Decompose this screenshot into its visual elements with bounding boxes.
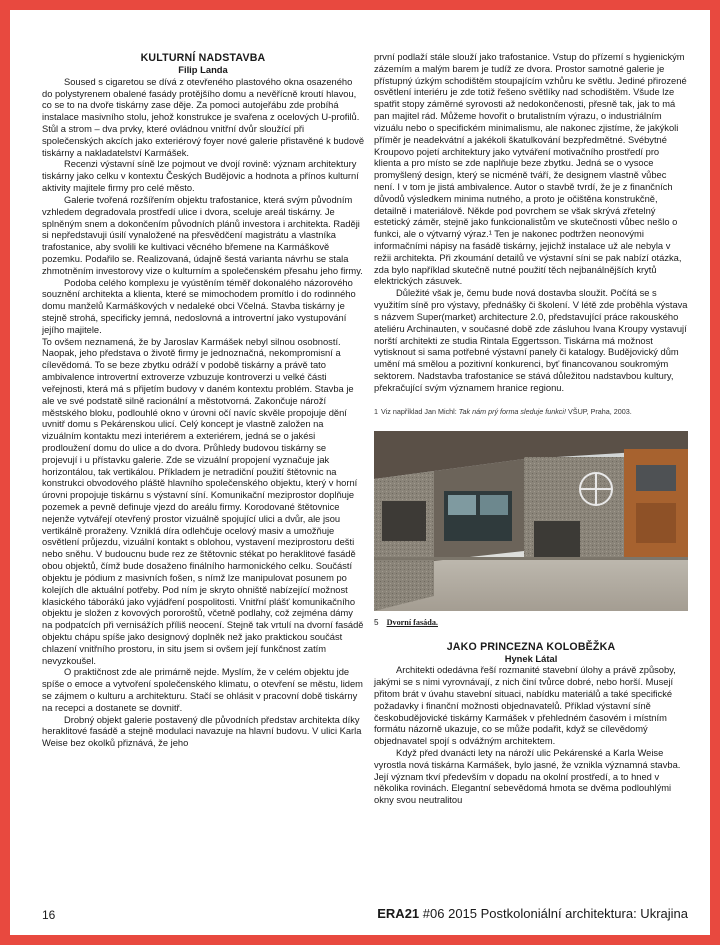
figure-caption xyxy=(374,617,688,629)
footnote-suffix: VŠUP, Praha, 2003. xyxy=(565,406,632,416)
second-article xyxy=(374,641,688,808)
second-article-author: Hynek Látal xyxy=(504,652,558,664)
courtyard-facade-image xyxy=(374,431,688,611)
paragraph: Galerie tvořená rozšířením objektu trafostanice, která svým původním vzhledem degradovala prostředí ulice i dvora, sceluje areál tiskárny. Je splněným snem a dokončením původních plánů investora i architekta. Raději si nepředstavuji úsilí vynaložené na přesvědčení magistrátu a vlastníka trafostanice, aby svolili ke kultivaci věcného břemene na Karmáškově pozemku. Podařilo se. Realizovaná, údajně šestá varianta návrhu se stala zhmotněním investorovy vize o kulturním a společenském přesahu jeho firmy. xyxy=(42,194,363,276)
footnote-prefix: Viz například Jan Michl: xyxy=(381,406,459,416)
footnote-title: Tak nám prý forma sleduje funkci! xyxy=(458,406,566,416)
paragraph: Recenzi výstavní síně lze pojmout ve dvojí rovině: význam architektury tiskárny jako celku v kontextu Českých Budějovic a hodnota a přínos kulturní aktivity majitele firmy pro celé město. xyxy=(42,159,359,194)
paragraph: O praktičnost zde ale primárně nejde. Myslím, že v celém objektu jde spíše o emoce a vytvoření společenského klimatu, o otevření se městu, lidem se zájmem o kulturu a architekturu. Stačí se ohlásit v pracovní době tiskárny na recepci a dostanete se dovnitř. xyxy=(42,667,363,713)
article-author: Filip Landa xyxy=(178,64,228,75)
magazine-page xyxy=(10,10,710,935)
footnote xyxy=(374,407,688,417)
paragraph: Když před dvanácti lety na nároží ulic Pekárenské a Karla Weise vyrostla nová tiskárna Karmášek, bylo jasné, že vznikla významná stavba. Její význam tkví především v dopadu na okolní prostředí, a to hned v několika rovinách. Elegantní sebevědomá hmota se dvěma podlouhlými okny svou neutralitou xyxy=(374,748,681,806)
paragraph: Důležité však je, čemu bude nová dostavba sloužit. Počítá se s využitím síně pro výstavy, přednášky či školení. V létě zde proběhla výstava s názvem Super(market) architecture 2.0, představující práce rakouského ateliéru Archinauten, v současné době zde zásluhou Ivana Kroupy vystavují norští architekti ze studia Rintala Eggertsson. Tiskárna má možnost vytisknout si sama potřebné výstavní panely či katalogy. Budějovický dům umění má smělou a pozitivní konkurenci, byť financovanou soukromým sektorem. Nadstavba trafostanice se stává důležitou nadstavbou kultury, překračující svým významem hranice regionu. xyxy=(374,288,688,393)
paragraph: Architekti odedávna řeší rozmanité stavební úlohy a právě způsoby, jakými se s nimi vyrovnávají, z nich činí tvůrce dobré, nebo horší. Musejí přitom brát v úvahu stavební situaci, nabídku materiálů a také specifické požadavky i finanční možnosti objednavatelů. Příklad výstavní síně českobudějovické tiskárny Karmášek v přehledném časovém i místním formátu názorně ukazuje, co se může podařit, když se cílevědomý objednavatel spojí s odvážným architektem. xyxy=(374,665,676,747)
paragraph: první podlaží stále slouží jako trafostanice. Vstup do přízemí s hygienickým zázemím a malým barem je tudíž ze dvora. Prostor samotné galerie je přístupný úzkým schodištěm stoupajícím vzhůru ke světlu. Jediné přirozené osvětlení interiéru je zde totiž řešeno světlíky nad schodištěm. Všude lze spatřit stopy záměrné syrovosti až nedokončenosti, přesně tak, jak to má pan majitel rád. Můžeme hovořit o brutalistním výrazu, o industriálním vizuálu nebo o specifickém minimalismu, ale nakonec zjistíme, že jakýkoli příměr je neadekvátní a jakékoli škatulkování bezpředmětné. Svébytné Kroupovo pojetí architektury jako vytváření motivačního prostředí pro klienta a pro místo se zde naplňuje beze zbytku. Jedná se o vysoce promyšlený design, který se nicméně tváří, že designem vlastně vůbec není. I v tom je jistá ambivalence. Autor o stavbě tvrdí, že je z finančních důvodů výsledkem minima nutného, a proto je očištěna konstrukčně, detailně i materiálově. Někde pod povrchem se však skrývá zřetelný estetický záměr, stejně jako funkcionalistům ve skutečnosti vůbec nešlo o funkci, ale o výtvarný výraz.¹ Ten je nakonec podtržen neonovými informačními nápisy na fasádě tiskárny, jejichž instalace už ale nebyla v režii architekta. Při zkoumání detailů ve výstavní síni se pak nabízí otázka, zda bylo například skutečně nutné použití těch nejbanálnějších krytů elektrických zásuvek. xyxy=(374,52,687,287)
paragraph: Drobný objekt galerie postavený dle původních představ architekta díky heraklitové fasádě a stejně modulaci navazuje na hlavní budovu. V ulici Karla Weise bez okolků přiznává, že jeho xyxy=(42,714,362,749)
second-article-title: JAKO PRINCEZNA KOLOBĚŽKA xyxy=(446,640,616,653)
paragraph: To ovšem neznamená, že by Jaroslav Karmášek nebyl silnou osobností. Naopak, jeho představa o životě firmy je jednoznačná, nekompromisní a cílevědomá. To se beze zbytku odráží v podobě tiskárny a právě tato ambivalence introvertní extroverze vzbuzuje kontroverzi u velké části veřejnosti, která má s přijetím budovy v daném kontextu problém. Stavba je ale ve své podstatě silně racionální a městotvorná. Zakončuje nároží městského bloku, podlouhlé okno v úrovni očí navíc skvěle propojuje dění uvnitř domu s Pekárenskou ulicí. Celý koncept je vlastně založen na vizuálním kontaktu mezi interiérem a exteriérem, jedná se o jakési prodloužení domu do ulice a do dvora. Průhledy budovou tiskárny se projevují i u přístavku galerie. Zde se vizuální propojení vyznačuje jak horizontálou, tak vertikálou. Příkladem je netradiční použití štětovnic na konstrukci obvodového pláště hlavního společenského objektu, který v horní úrovni propojuje tiskárnu s výstavní síní. Komunikační meziprostor doplňuje pozemek a pevně definuje vjezd do areálu firmy. Korodované štětovnice nejenže vytvářejí otevřený prostor vizuálně spojující ulici a dvůr, ale jsou vertikálně proraženy. Vzniklá díra odlehčuje ocelový masiv a umožňuje osvětlení průjezdu, vizuální kontakt s oblohou, vystavení meziprostoru dešti nebo sněhu. V budoucnu bude rez ze štětovnic stékat po heraklitové fasádě obou objektů, čímž bude dosaženo finálního harmonického celku. Součástí objektu je pódium z masivních fošen, s nímž lze manipulovat posunem po kolejích dle aktuální potřeby. Pod ním je skryto ohniště nabízející možnost klasického táborákú jako vyjádření pospolitosti. Vnitřní plášť komunikačního objektu je složen z kovových pororoštů, včetně podlahy, což zejména dámy na podpatcích při vernisážích příliš neocení. Stejně tak vrtulí na dvorní fasádě objektu chápu spíše jako designový doplněk než jako praktickou součást chlazení vnitřního prostoru, in situ jsem si ovšem její funkčnost zatím nevyzkoušel. xyxy=(42,336,364,666)
article-body-right xyxy=(374,52,688,395)
magazine-brand: ERA21 xyxy=(377,906,420,921)
right-column xyxy=(374,52,688,807)
paragraph: Soused s cigaretou se dívá z otevřeného plastového okna osazeného do polystyrenem obalené fasády protějšího domu a nevěřícně kroutí hlavou, co se to na dvoře tiskárny zase děje. Za pomoci autojeřábu zde probíhá instalace masivního stolu, jehož konstrukce je svařena z ocelových U-profilů. Stůl a strom – dva prvky, které ovládnou vnitřní dvůr sloužící při společenských akcích jako exteriérový foyer nové galerie přistavěné k budově tiskárny a nakladatelství Karmášek. xyxy=(42,76,365,158)
running-footer xyxy=(377,906,688,921)
figure-caption-text: Dvorní fasáda. xyxy=(386,617,438,627)
issue-title: #06 2015 Postkoloniální architektura: Ukrajina xyxy=(419,906,688,921)
building-photo xyxy=(374,431,688,611)
page-number: 16 xyxy=(42,908,56,922)
left-column xyxy=(42,52,364,750)
figure-number: 5 xyxy=(374,617,379,627)
second-article-body xyxy=(374,665,688,807)
paragraph: Podoba celého komplexu je vyústěním téměř dokonalého názorového souznění architekta a klienta, které se mimochodem promítlo i do rodinného domu manželů Karmáškových v nedaleké obci Včelná. Stavba tiskárny je stejně strohá, specificky jemná, nedoslovná a introvertní jako vystupování jejího majitele. xyxy=(42,277,356,335)
article-body-left xyxy=(42,77,364,750)
article-title: KULTURNÍ NADSTAVBA xyxy=(140,52,266,64)
footnote-number: 1 xyxy=(374,406,378,416)
